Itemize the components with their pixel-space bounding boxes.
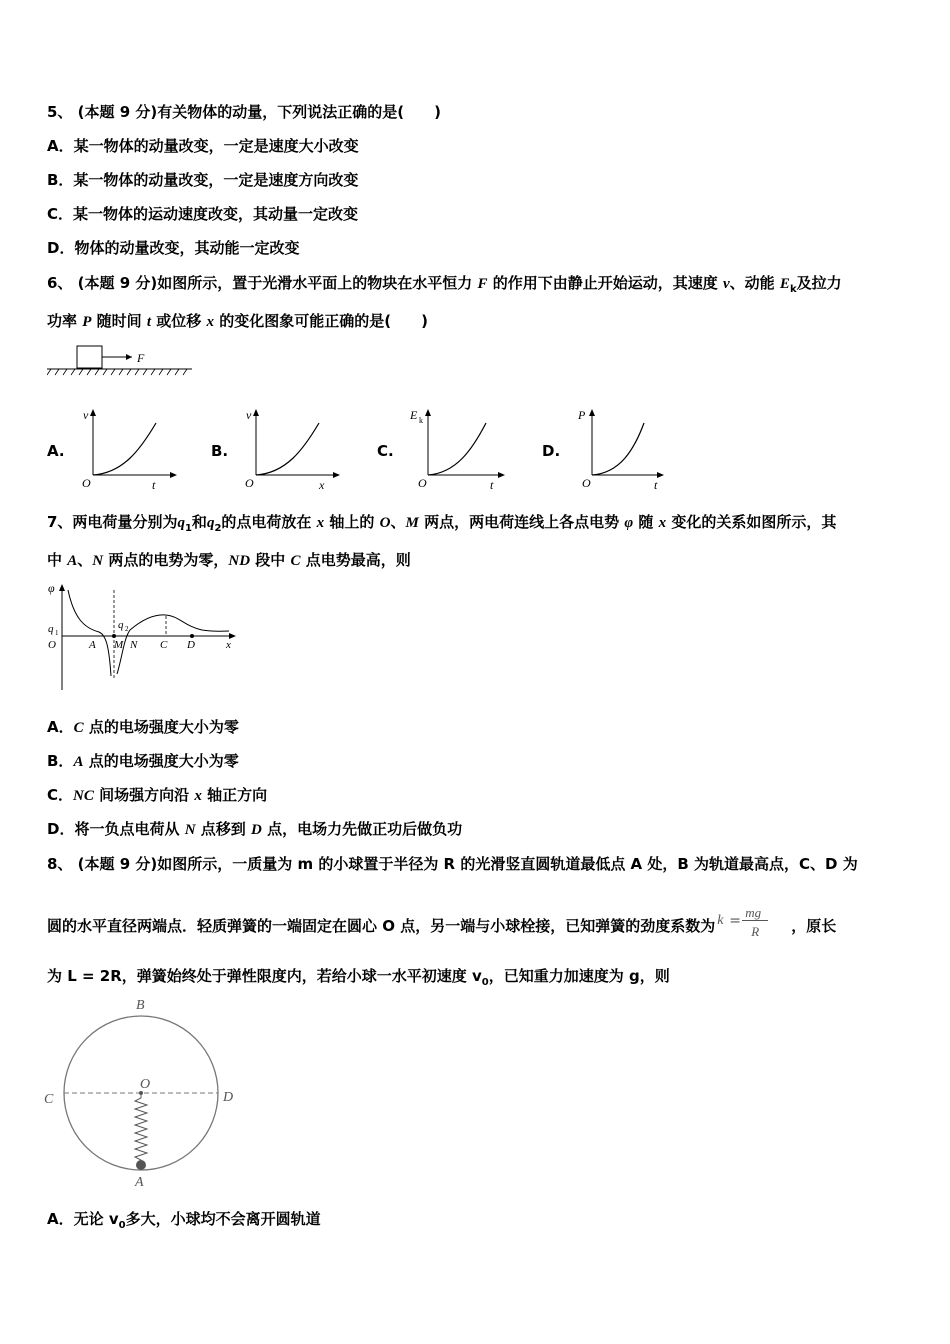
svg-text:q: q <box>118 619 124 631</box>
q6-option-a-label: A. <box>47 442 65 460</box>
svg-text:2: 2 <box>125 625 129 633</box>
q8-stem-line2: 圆的水平直径两端点．轻质弹簧的一端固定在圆心 O 点，另一端与小球栓接，已知弹簧的劲度系数为 k = mg R ，原长 <box>47 904 837 939</box>
q6-graph-b <box>241 405 341 490</box>
svg-text:O: O <box>582 476 591 490</box>
svg-text:v: v <box>83 408 89 422</box>
q6-graph-a <box>78 405 178 490</box>
svg-text:O: O <box>140 1077 151 1092</box>
svg-text:D: D <box>187 639 195 651</box>
svg-text:D: D <box>223 1090 234 1105</box>
q7-potential-graph <box>44 578 244 693</box>
svg-text:1: 1 <box>55 629 59 637</box>
q5-option-a: A．某一物体的动量改变，一定是速度大小改变 <box>47 137 359 155</box>
svg-text:C: C <box>160 639 168 651</box>
q7-option-b: B．A 点的电场强度大小为零 <box>47 752 239 770</box>
svg-text:v: v <box>246 408 252 422</box>
svg-text:t: t <box>654 478 658 490</box>
q7-stem-line1: 7、两电荷量分别为$q_1$和$q_2$的点电荷放在 x 轴上的 O、M 两点，两电荷连线上各点电势 φ 随 x 变化的关系如图所示，其 <box>47 513 837 534</box>
q7-stem-line2: 中 A、N 两点的电势为零，ND 段中 C 点电势最高，则 <box>47 551 411 569</box>
q8-option-a: A．无论 $v_0$多大，小球均不会离开圆轨道 <box>47 1210 321 1231</box>
svg-text:O: O <box>418 476 427 490</box>
svg-text:q: q <box>48 623 54 635</box>
q7-option-d: D．将一负点电荷从 N 点移到 D 点，电场力先做正功后做负功 <box>47 820 463 838</box>
svg-text:P: P <box>578 408 586 422</box>
svg-text:k: k <box>419 416 423 425</box>
q6-stem-line2: 功率 P 随时间 t 或位移 x 的变化图象可能正确的是( ) <box>47 312 428 330</box>
q5-option-c: C．某一物体的运动速度改变，其动量一定改变 <box>47 205 359 223</box>
q7-option-c: C．NC 间场强方向沿 x 轴正方向 <box>47 786 268 804</box>
q7-option-a: A．C 点的电场强度大小为零 <box>47 718 239 736</box>
q6-graph-d <box>572 405 672 490</box>
svg-text:A: A <box>135 1175 144 1190</box>
svg-text:C: C <box>44 1092 54 1107</box>
svg-text:A: A <box>89 639 96 651</box>
force-label: F <box>137 351 145 365</box>
q6-graph-c <box>406 405 506 490</box>
q6-option-b-label: B. <box>211 442 229 460</box>
q8-stem-line1: 8、 (本题 9 分)如图所示，一质量为 m 的小球置于半径为 R 的光滑竖直圆轨道最低点 A 处，B 为轨道最高点，C、D 为 <box>47 855 858 873</box>
svg-text:O: O <box>82 476 91 490</box>
svg-text:t: t <box>490 478 494 490</box>
svg-text:N: N <box>130 639 138 651</box>
svg-text:O: O <box>245 476 254 490</box>
q8-circle-track-figure <box>40 992 245 1192</box>
q5-option-b: B．某一物体的动量改变，一定是速度方向改变 <box>47 171 359 189</box>
svg-text:x: x <box>319 478 325 490</box>
q6-stem-line1: 6、 (本题 9 分)如图所示，置于光滑水平面上的物块在水平恒力 F 的作用下由静止开始运动，其速度 v、动能 $E_k$及拉力 <box>47 274 842 295</box>
svg-text:M: M <box>114 639 124 651</box>
q6-option-d-label: D. <box>542 442 561 460</box>
svg-text:E: E <box>410 408 418 422</box>
q6-block-figure <box>47 342 197 382</box>
spring-constant-formula: k = mg R <box>715 917 791 937</box>
q5-option-d: D．物体的动量改变，其动能一定改变 <box>47 239 300 257</box>
q6-option-c-label: C. <box>377 442 394 460</box>
svg-text:x: x <box>226 639 231 651</box>
svg-text:B: B <box>136 998 145 1013</box>
q5-stem: 5、 (本题 9 分)有关物体的动量，下列说法正确的是( ) <box>47 103 441 121</box>
q8-stem-line3: 为 L = 2R，弹簧始终处于弹性限度内，若给小球一水平初速度 $v_0$，已知重力加速度为 g，则 <box>47 967 670 988</box>
svg-text:O: O <box>48 639 56 651</box>
svg-text:t: t <box>152 478 156 490</box>
svg-text:φ: φ <box>48 581 55 595</box>
